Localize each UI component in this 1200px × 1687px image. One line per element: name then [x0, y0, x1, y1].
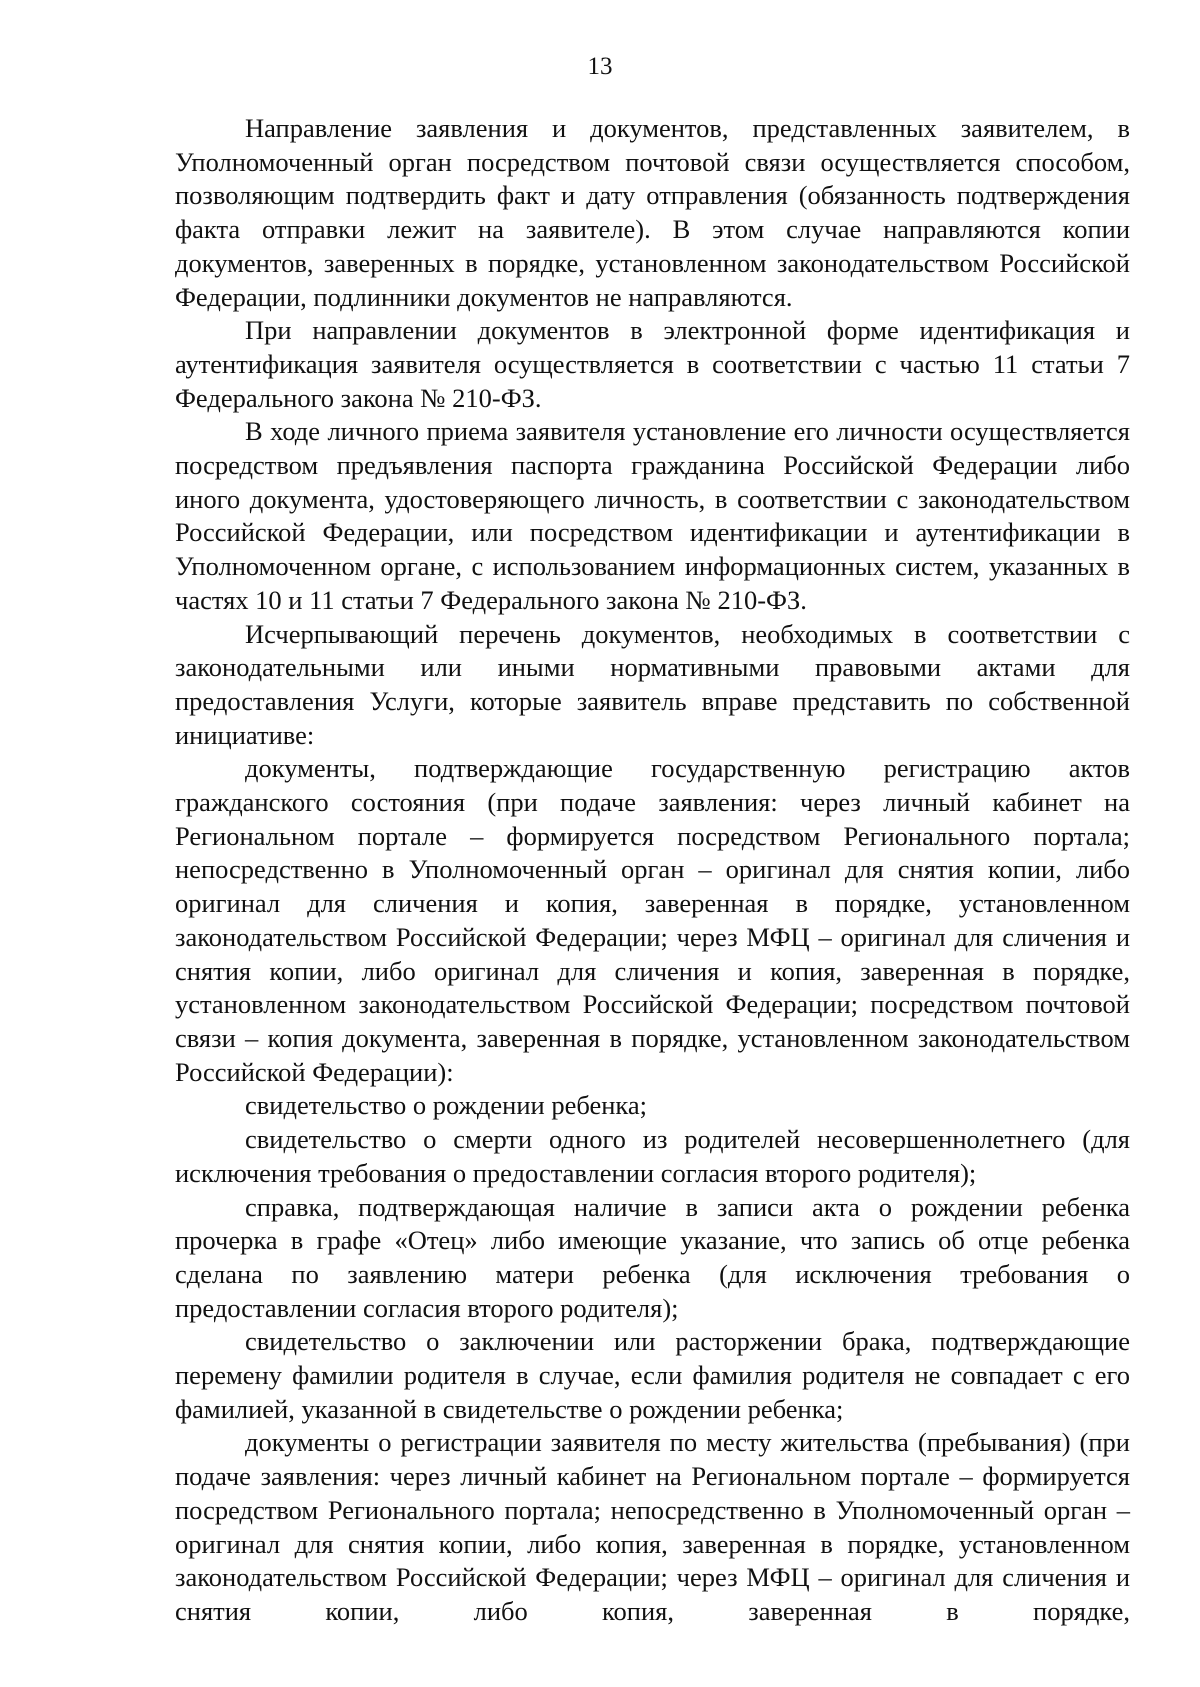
- document-body: [175, 112, 1130, 1629]
- paragraph: Направление заявления и документов, представленных заявителем, в Уполномоченный орган посредством почтовой связи осуществляется способом, позволяющим подтвердить факт и дату отправления (обязанность подтверждения факта отправки лежит на заявителе). В этом случае направляются копии документов, заверенных в порядке, установленном законодательством Российской Федерации, подлинники документов не направляются.: [175, 113, 1130, 312]
- paragraph: При направлении документов в электронной форме идентификация и аутентификация заявителя осуществляется в соответствии с частью 11 статьи 7 Федерального закона № 210-ФЗ.: [175, 315, 1130, 413]
- page-number: 13: [587, 53, 613, 80]
- list-item: справка, подтверждающая наличие в записи акта о рождении ребенка прочерка в графе «Отец» либо имеющие указание, что запись об отце ребенка сделана по заявлению матери ребенка (для исключения требования о предоставлении согласия второго родителя);: [175, 1191, 1130, 1323]
- list-item: свидетельство о смерти одного из родителей несовершеннолетнего (для исключения требования о предоставлении согласия второго родителя);: [175, 1124, 1130, 1188]
- paragraph: В ходе личного приема заявителя установление его личности осуществляется посредством предъявления паспорта гражданина Российской Федерации либо иного документа, удостоверяющего личность, в соответствии с законодательством Российской Федерации, или посредством идентификации и аутентификации в Уполномоченном органе, с использованием информационных систем, указанных в частях 10 и 11 статьи 7 Федерального закона № 210-ФЗ.: [175, 416, 1130, 615]
- list-item: свидетельство о заключении или расторжении брака, подтверждающие перемену фамилии родителя в случае, если фамилия родителя не совпадает с его фамилией, указанной в свидетельстве о рождении ребенка;: [175, 1326, 1130, 1424]
- paragraph: Исчерпывающий перечень документов, необходимых в соответствии с законодательными или иными нормативными правовыми актами для предоставления Услуги, которые заявитель вправе представить по собственной инициативе:: [175, 618, 1130, 750]
- list-item: свидетельство о рождении ребенка;: [245, 1090, 648, 1121]
- paragraph: документы, подтверждающие государственную регистрацию актов гражданского состояния (при подаче заявления: через личный кабинет на Региональном портале – формируется посредством Регионального портала; непосредственно в Уполномоченный орган – оригинал для снятия копии, либо оригинал для сличения и копия, заверенная в порядке, установленном законодательством Российской Федерации; через МФЦ – оригинал для сличения и снятия копии, либо оригинал для сличения и копия, заверенная в порядке, установленном законодательством Российской Федерации; посредством почтовой связи – копия документа, заверенная в порядке, установленном законодательством Российской Федерации):: [175, 753, 1130, 1087]
- list-item: документы о регистрации заявителя по месту жительства (пребывания) (при подаче заявления: через личный кабинет на Региональном портале – формируется посредством Регионального портала; непосредственно в Уполномоченный орган – оригинал для снятия копии, либо копия, заверенная в порядке, установленном законодательством Российской Федерации; через МФЦ – оригинал для сличения и снятия копии, либо копия, заверенная в порядке,: [175, 1427, 1130, 1626]
